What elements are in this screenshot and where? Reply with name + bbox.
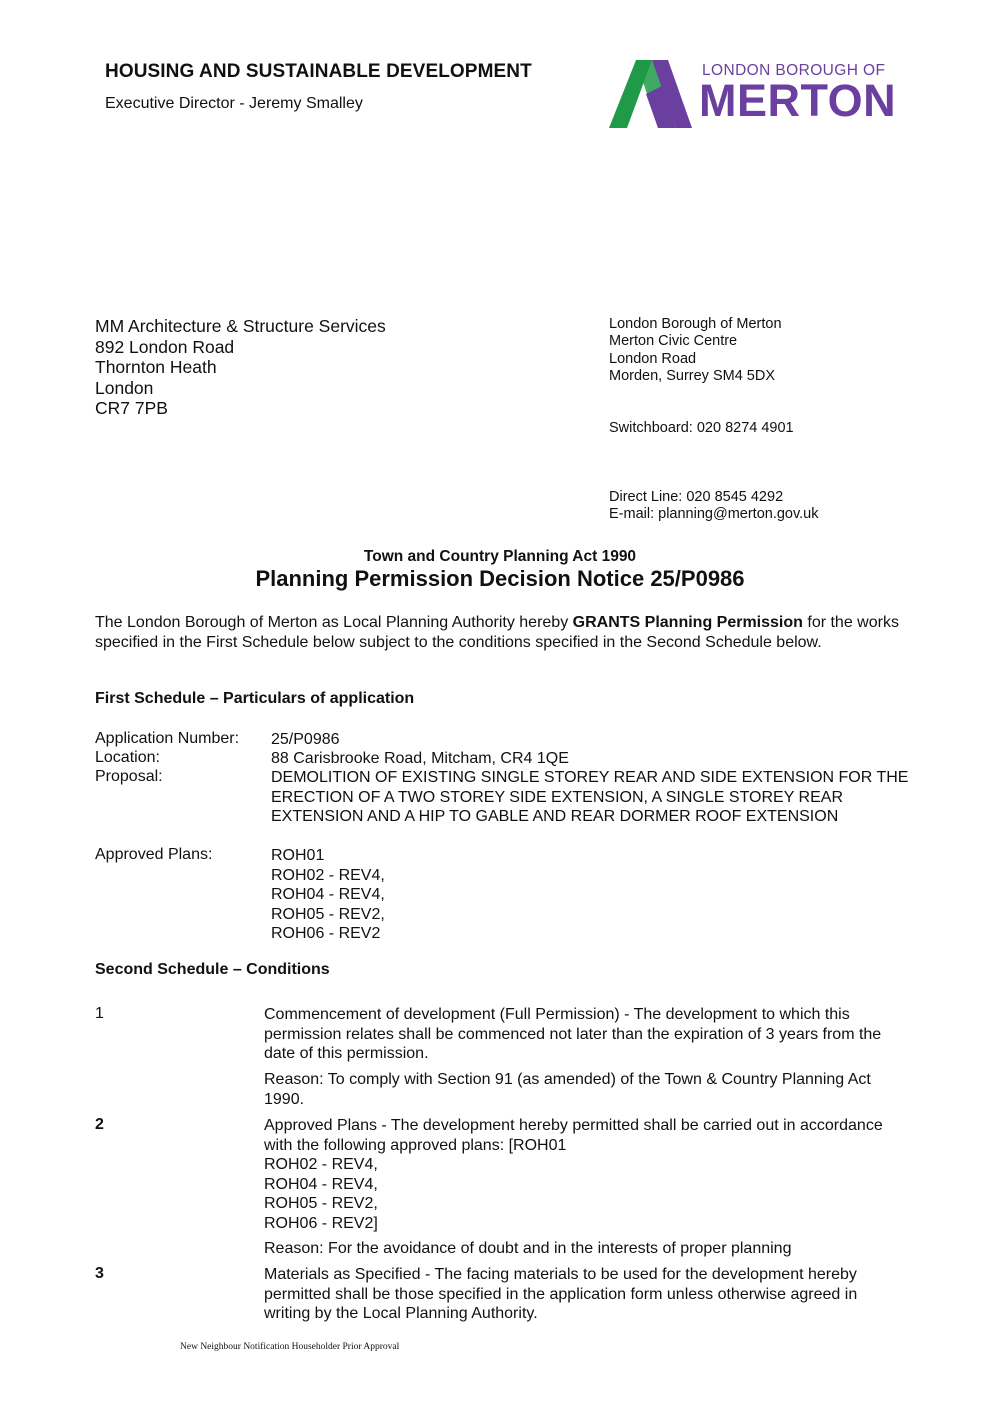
- plan-item: ROH05 - REV2,: [271, 905, 385, 923]
- plan-item: ROH01: [271, 847, 325, 864]
- plan-item: ROH02 - REV4,: [271, 866, 385, 884]
- logo-text-line2: MERTON: [699, 75, 897, 126]
- department-title: HOUSING AND SUSTAINABLE DEVELOPMENT: [105, 61, 532, 82]
- approved-plans-label: Approved Plans:: [95, 846, 213, 863]
- location-label: Location:: [95, 749, 160, 766]
- recipient-line: Thornton Heath: [95, 357, 217, 377]
- footer-note: New Neighbour Notification Householder Prior Approval: [180, 1342, 400, 1352]
- condition-line: ROH05 - REV2,: [264, 1195, 378, 1212]
- approved-plans-list: [271, 846, 911, 944]
- first-schedule-heading: First Schedule – Particulars of application: [95, 690, 415, 707]
- recipient-line: London: [95, 377, 154, 398]
- application-number: 25/P0986: [271, 731, 340, 748]
- contact-details: [609, 489, 819, 524]
- condition-number: 3: [95, 1265, 104, 1282]
- intro-text: The London Borough of Merton as Local Planning Authority hereby: [95, 614, 573, 631]
- condition-number: 2: [95, 1116, 104, 1133]
- council-line: Morden, Surrey SM4 5DX: [609, 367, 776, 384]
- council-line: London Borough of Merton: [609, 316, 782, 332]
- email-address: E-mail: planning@merton.gov.uk: [609, 506, 819, 523]
- second-schedule-heading: Second Schedule – Conditions: [95, 961, 330, 978]
- intro-paragraph: [95, 613, 910, 652]
- condition-text: Materials as Specified - The facing materials to be used for the development hereby permitted shall be those specified in the application form unless otherwise agreed in writing by the Local Planning Authority.: [264, 1266, 858, 1322]
- recipient-address: [95, 316, 386, 419]
- council-line: Merton Civic Centre: [609, 333, 738, 350]
- notice-title: Planning Permission Decision Notice 25/P0986: [255, 566, 745, 591]
- recipient-line: MM Architecture & Structure Services: [95, 316, 386, 336]
- intro-text: for the works specified in the First Schedule below subject to the conditions specified in the Second Schedule below.: [95, 614, 899, 651]
- condition-line: ROH06 - REV2]: [264, 1214, 378, 1232]
- executive-director: Executive Director - Jeremy Smalley: [105, 95, 363, 112]
- council-line: London Road: [609, 350, 697, 367]
- proposal-label: Proposal:: [95, 768, 163, 785]
- condition-line: ROH02 - REV4,: [264, 1156, 378, 1173]
- recipient-line: 892 London Road: [95, 336, 235, 357]
- plan-item: ROH04 - REV4,: [271, 886, 385, 903]
- condition-reason: Reason: For the avoidance of doubt and in the interests of proper planning: [264, 1240, 792, 1257]
- condition-number: 1: [95, 1005, 104, 1022]
- merton-m-icon: [606, 56, 696, 132]
- plan-item: ROH06 - REV2: [271, 925, 381, 942]
- proposal-value: DEMOLITION OF EXISTING SINGLE STOREY REAR AND SIDE EXTENSION FOR THE ERECTION OF A TWO STOREY SIDE EXTENSION, A SINGLE STOREY REAR EXTENSION AND A HIP TO GABLE AND REAR DORMER ROOF EXTENSION: [271, 769, 909, 825]
- switchboard-number: Switchboard: 020 8274 4901: [609, 420, 794, 436]
- direct-line: Direct Line: 020 8545 4292: [609, 489, 784, 505]
- condition-line: Approved Plans - The development hereby permitted shall be carried out in accordance with the following approved plans: [ROH01: [264, 1117, 883, 1154]
- condition-reason: Reason: To comply with Section 91 (as amended) of the Town & Country Planning Act 1990.: [264, 1071, 871, 1108]
- condition-text: Commencement of development (Full Permission) - The development to which this permission relates shall be commenced not later than the expiration of 3 years from the date of this permission.: [264, 1006, 882, 1062]
- logo-text-line1: LONDON BOROUGH OF: [702, 62, 886, 79]
- recipient-line: CR7 7PB: [95, 398, 168, 418]
- condition-text: [264, 1116, 904, 1233]
- act-title: Town and Country Planning Act 1990: [363, 548, 637, 565]
- location-value: 88 Carisbrooke Road, Mitcham, CR4 1QE: [271, 750, 569, 767]
- council-address: [609, 316, 782, 385]
- condition-line: ROH04 - REV4,: [264, 1175, 378, 1193]
- application-number-label: Application Number:: [95, 730, 240, 747]
- intro-grant-text: GRANTS Planning Permission: [572, 614, 803, 631]
